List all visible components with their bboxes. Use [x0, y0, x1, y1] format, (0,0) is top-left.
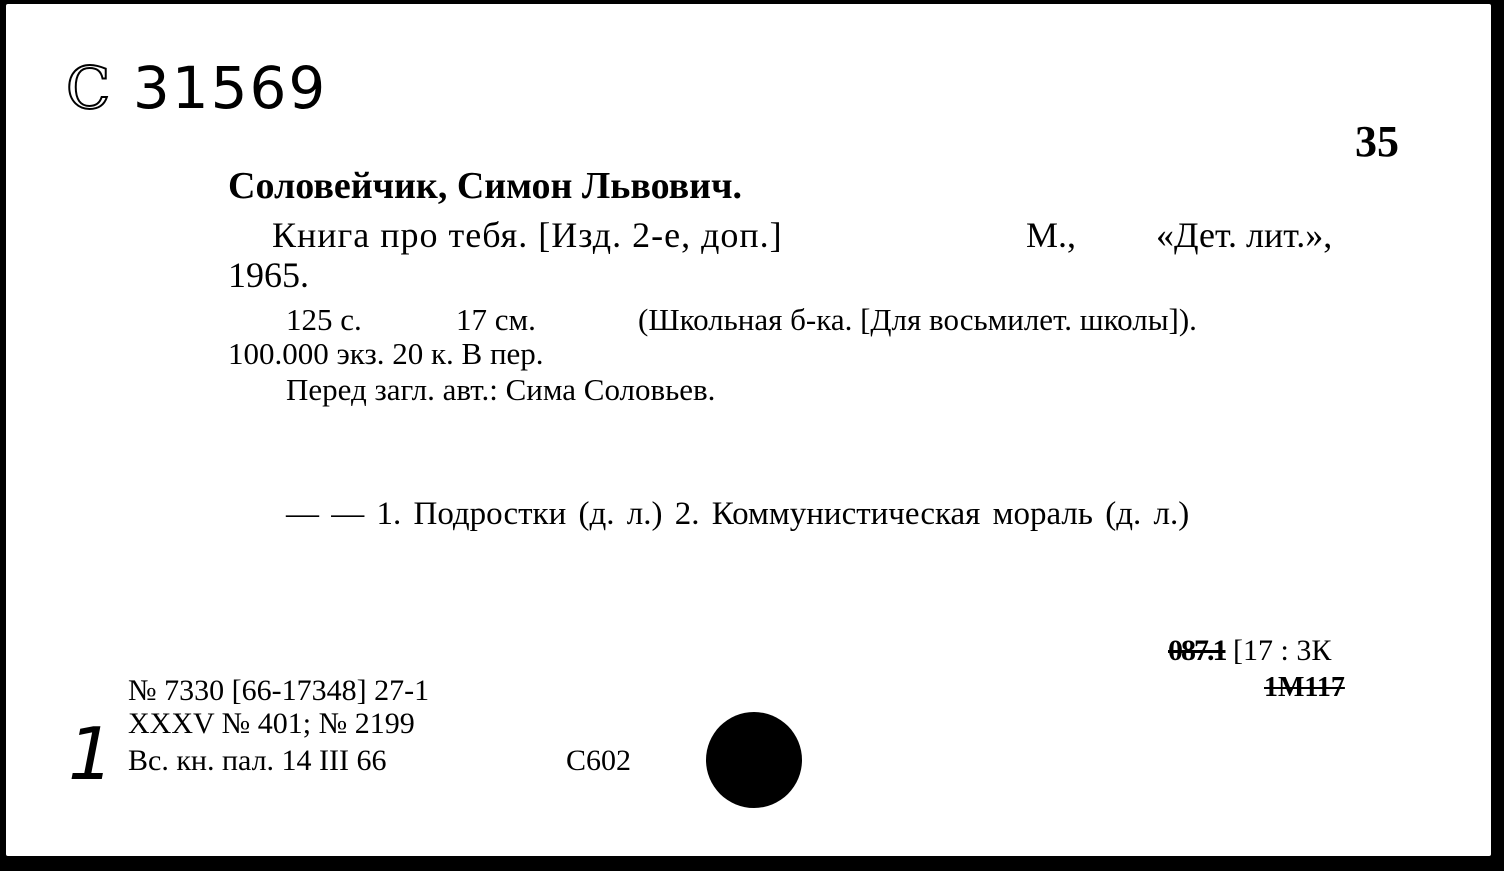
subject-headings: — — 1. Подростки (д. л.) 2. Коммунистическая мораль (д. л.) — [286, 496, 1190, 532]
registry-line-2: XXXV № 401; № 2199 — [128, 707, 415, 740]
call-number-digits: 31569 — [132, 54, 328, 122]
registry-line-3: Вс. кн. пал. 14 III 66 — [128, 744, 387, 777]
catalog-card — [6, 4, 1491, 856]
author-heading: Соловейчик, Симон Львович. — [228, 165, 743, 207]
registry-line-1: № 7330 [66-17348] 27-1 — [128, 674, 430, 707]
title-note: Перед загл. авт.: Сима Соловьев. — [286, 372, 716, 407]
book-title: Книга про тебя. [Изд. 2-е, доп.] — [272, 215, 783, 255]
page-number: 35 — [1355, 117, 1399, 166]
series: (Школьная б-ка. [Для восьмилет. школы]). — [638, 302, 1197, 337]
collation — [286, 302, 1197, 338]
publisher: «Дет. лит.», — [1156, 215, 1333, 255]
stamp-number: 087.1 — [1168, 634, 1226, 667]
punch-hole — [706, 712, 802, 808]
circulation-price: 100.000 экз. 20 к. В пер. — [228, 336, 544, 371]
classification-code — [1168, 634, 1331, 668]
class-code: [17 : 3К — [1233, 634, 1332, 667]
page-count: 125 с. — [286, 302, 362, 337]
book-size: 17 см. — [456, 302, 536, 337]
call-number-prefix: C — [66, 54, 113, 122]
publication-city: М., — [1026, 215, 1077, 255]
publication-year: 1965. — [228, 255, 309, 295]
call-number — [66, 54, 327, 122]
registry-code: С602 — [566, 744, 632, 777]
class-code-secondary: 1М117 — [1264, 672, 1345, 703]
handwritten-mark: 1 — [68, 712, 114, 796]
